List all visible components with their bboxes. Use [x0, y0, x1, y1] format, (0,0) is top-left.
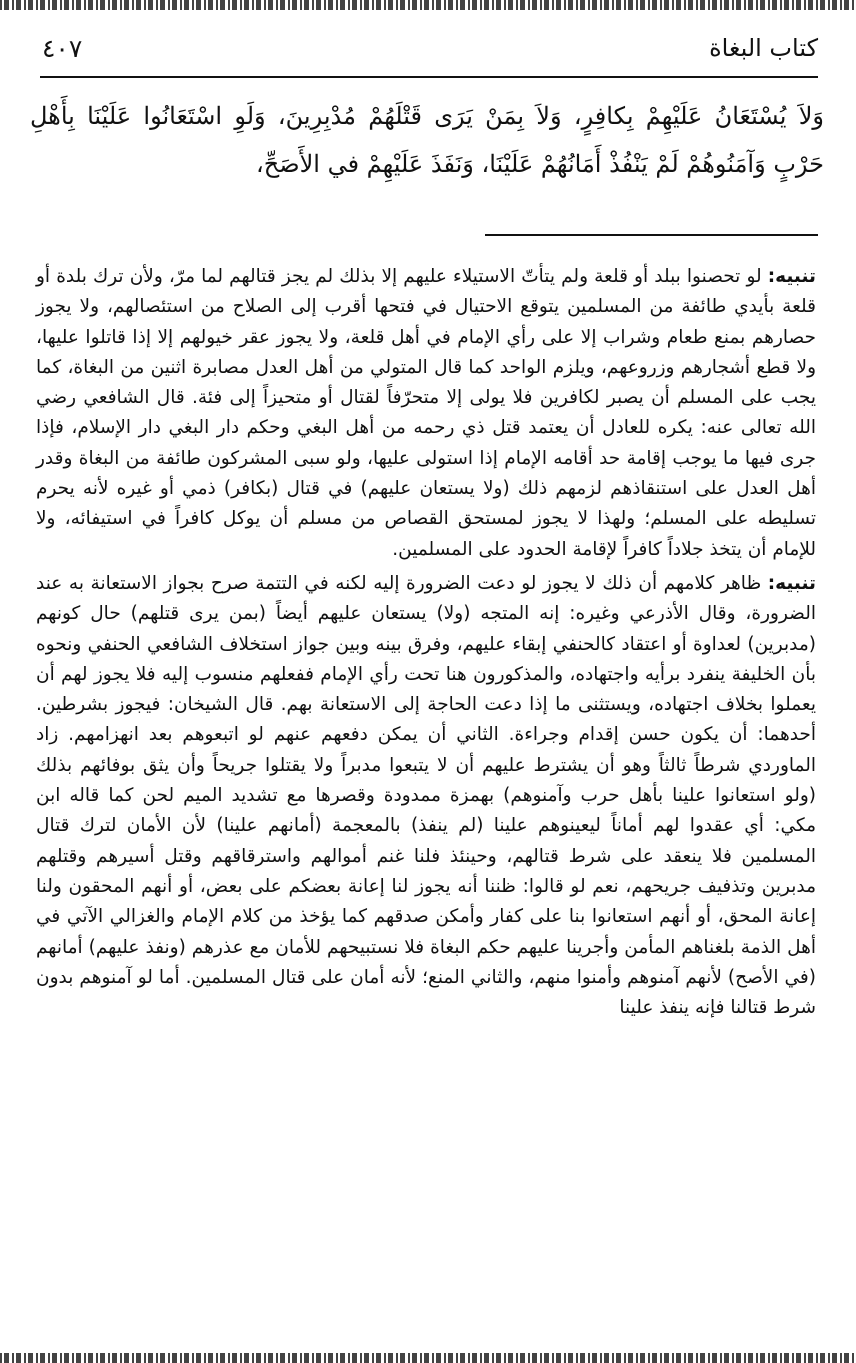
footnote-divider	[485, 234, 818, 236]
commentary-text-2: ظاهر كلامهم أن ذلك لا يجوز لو دعت الضرورة إليه لكنه في التتمة صرح بجواز الاستعانة به عند الضرورة، وقال الأذرعي وغيره: إنه المتجه (ولا) يستعان عليهم أيضاً (بمن يرى قتلهم) حال كونهم (مدبرين) لعداوة أو اعتقاد كالحنفي إبقاء عليهم، وفرق بينه وبين جواز استخلاف الشافعي الحنفي ونحوه بأن الخليفة ينفرد برأيه واجتهاده، والمذكورون هنا تحت رأي الإمام ففعلهم منسوب إليه فلا يجوز لهم أن يعملوا بخلاف اجتهاده، ويستثنى ما إذا دعت الحاجة إلى الاستعانة بهم. قال الشيخان: فيجوز بشرطين. أحدهما: أن يكون حسن إقدام وجراءة. الثاني أن يمكن دفعهم عنهم لو اتبعوهم بعد انهزامهم. زاد الماوردي شرطاً ثالثاً وهو أن يشترط عليهم أن لا يتبعوا مدبراً ولا يقتلوا جريحاً وأن يثق بوفائهم بذلك (ولو استعانوا علينا بأهل حرب وآمنوهم) بهمزة ممدودة وقصرها مع تشديد الميم لحن كما قاله ابن مكي: أي عقدوا لهم أماناً ليعينوهم علينا (لم ينفذ) بالمعجمة (أمانهم علينا) لأن الأمان لترك قتال المسلمين فلا ينعقد على شرط قتالهم، وحينئذ فلنا غنم أموالهم واسترقاقهم وقتل أسيرهم وقتلهم مدبرين وتذفيف جريحهم، نعم لو قالوا: ظننا أنه يجوز لنا إعانة بعضكم على بعض، أو أنهم المحقون ولنا إعانة المحق، أو أنهم استعانوا بنا على كفار وأمكن صدقهم كما يؤخذ من كلام الإمام والغزالي الآتي في أهل الذمة بلغناهم المأمن وأجرينا عليهم حكم البغاة فلا نستبيحهم للأمان مع عذرهم (ونفذ عليهم) أمانهم (في الأصح) لأنهم آمنوهم وأمنوا منهم، والثاني المنع؛ لأنه أمان على قتال المسلمين. أما لو آمنوهم بدون شرط قتالنا فإنه ينفذ علينا	[36, 572, 816, 1019]
matn-text-block	[30, 92, 824, 188]
page-number: ٤٠٧	[42, 34, 83, 63]
commentary-text-1: لو تحصنوا ببلد أو قلعة ولم يتأتّ الاستيلاء عليهم إلا بذلك لم يجز قتالهم لما مرّ، ولأن ترك بلدة أو قلعة بأيدي طائفة من المسلمين يتوقع الاحتيال في فتحها أقرب إلى الصلاح من استئصالهم، ولا يجوز حصارهم بمنع طعام وشراب إلا على رأي الإمام في أهل قلعة، ولا يجوز عقر خيولهم إلا إذا قاتلوا عليها، ولا قطع أشجارهم وزروعهم، ويلزم الواحد كما قال المتولي من أهل العدل مصابرة اثنين من البغاة، كما يجب على المسلم أن يصبر لكافرين فلا يولى إلا متحرّفاً لقتال أو متحيزاً إلى فئة. قال الشافعي رضي الله تعالى عنه: يكره للعادل أن يعتمد قتل ذي رحمه من أهل البغي وحكم دار البغي دار الإسلام، فإذا جرى فيها ما يوجب إقامة حد أقامه الإمام إذا استولى عليها، ولو سبى المشركون طائفة من البغاة وقدر أهل العدل على استنقاذهم لزمهم ذلك (ولا يستعان عليهم) في قتال (بكافر) ذمي أو غيره لأنه يحرم تسليطه على المسلم؛ ولهذا لا يجوز لمستحق القصاص من مسلم أن يوكل كافراً في استيفائه، ولا للإمام أن يتخذ جلاداً كافراً لإقامة الحدود على المسلمين.	[36, 266, 816, 560]
book-title: كتاب البغاة	[709, 34, 818, 62]
commentary-block	[36, 262, 816, 1027]
tanbih-label-2: تنبيه:	[767, 572, 816, 594]
commentary-paragraph-2	[36, 569, 816, 1023]
top-ornamental-border	[0, 0, 856, 10]
page-header	[40, 28, 818, 78]
commentary-paragraph-1	[36, 262, 816, 565]
bottom-ornamental-border	[0, 1353, 856, 1363]
tanbih-label-1: تنبيه:	[767, 266, 816, 287]
matn-paragraph: وَلاَ يُسْتَعَانُ عَلَيْهِمْ بِكافِرٍ، وَلاَ بِمَنْ يَرَى قَتْلَهُمْ مُدْبِرِينَ، وَلَوِ اسْتَعَانُوا عَلَيْنَا بِأَهْلِ حَرْبٍ وَآمَنُوهُمْ لَمْ يَنْفُذْ أَمَانُهُمْ عَلَيْنَا، وَنَفَذَ عَلَيْهِمْ في الأَصَحِّ،	[30, 102, 824, 178]
